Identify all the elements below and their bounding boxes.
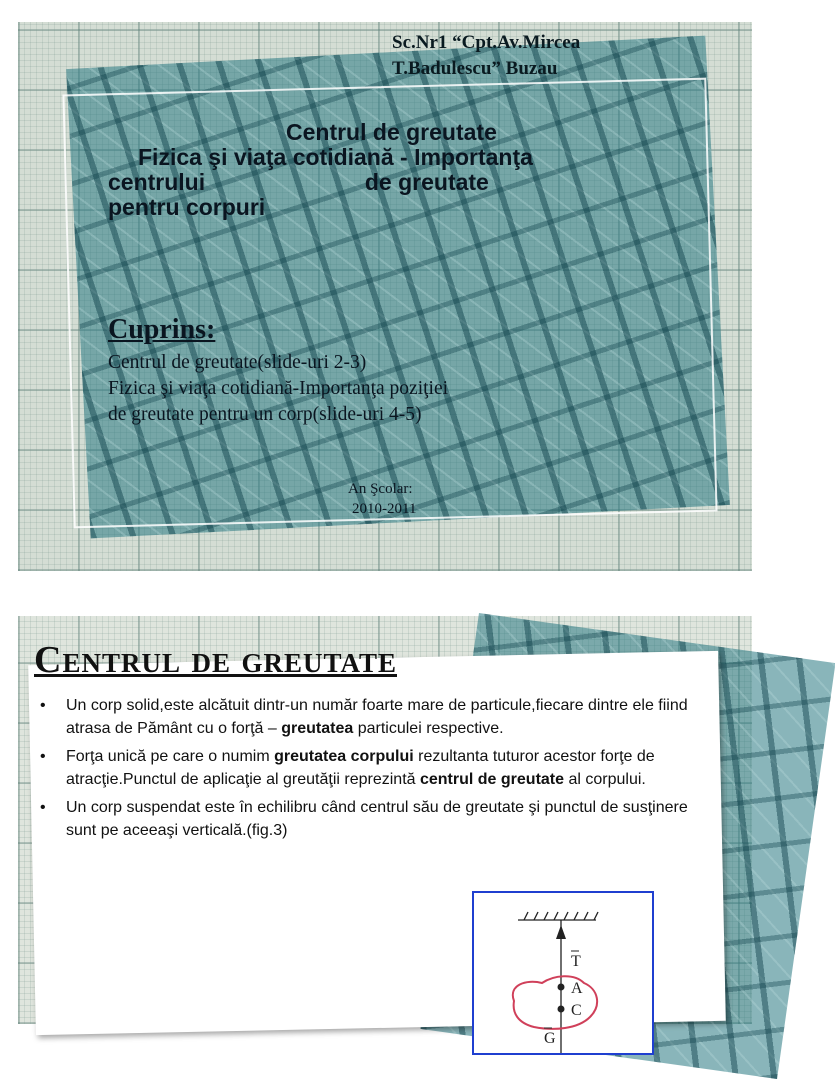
tension-arrow-icon	[556, 925, 566, 939]
title-slide	[18, 22, 752, 571]
contents-heading: Cuprins:	[108, 314, 216, 345]
bullet-icon: •	[40, 697, 46, 714]
point-c	[558, 1006, 565, 1013]
bullet-bold-text: greutatea	[281, 720, 354, 737]
bullet-text: Forţa unică pe care o numim	[66, 748, 275, 765]
suspended-body-figure	[472, 891, 654, 1055]
bullet-list	[40, 694, 700, 847]
school-year-value: 2010-2011	[352, 501, 417, 517]
bullet-text: particulei respective.	[353, 720, 504, 737]
label-c: C	[571, 1002, 582, 1019]
title-line-3: centrului de greutate	[108, 169, 489, 195]
slide-title: Centrul de greutate	[34, 639, 397, 681]
body-outline	[513, 976, 597, 1029]
contents-item: de greutate pentru un corp(slide-uri 4-5)	[108, 404, 422, 425]
school-year	[318, 479, 498, 519]
label-t: T	[571, 953, 581, 970]
bullet-bold-text: greutatea corpului	[274, 748, 414, 765]
bullet-item	[40, 745, 700, 791]
support-hatch	[518, 912, 598, 920]
point-a	[558, 984, 565, 991]
label-g: G	[544, 1030, 556, 1047]
contents-list	[108, 350, 448, 428]
bullet-item	[40, 796, 700, 842]
school-year-label: An Şcolar:	[348, 481, 413, 497]
bullet-text: Un corp solid,este alcătuit dintr-un număr foarte mare de particule,fiecare dintre ele fiind atrasa de Pământ cu o forţă –	[66, 697, 688, 737]
bullet-icon: •	[40, 748, 46, 765]
bullet-icon: •	[40, 799, 46, 816]
contents-item: Centrul de greutate(slide-uri 2-3)	[108, 352, 367, 373]
figure-drawing	[474, 893, 652, 1053]
slide-title	[108, 120, 668, 220]
bullet-bold-text: centrul de greutate	[419, 771, 565, 788]
bullet-text: rezultanta tuturor acestor forţe de atracţie.Punctul de aplicaţie al greutăţii reprezintă	[66, 748, 655, 788]
school-name-line-2: T.Badulescu” Buzau	[392, 58, 558, 79]
school-name-line-1: Sc.Nr1 “Cpt.Av.Mircea	[392, 32, 581, 53]
bullet-item	[40, 694, 700, 740]
title-line-2: Fizica şi viaţa cotidiană - Importanţa	[138, 144, 533, 170]
title-line-1: Centrul de greutate	[286, 119, 497, 145]
bullet-text: al corpului.	[564, 771, 646, 788]
title-line-4: pentru corpuri	[108, 194, 266, 220]
center-of-gravity-slide	[18, 616, 752, 1047]
school-name	[392, 30, 712, 82]
bullet-text: Un corp suspendat este în echilibru când centrul său de greutate şi punctul de susţinere sunt pe aceeaşi verticală.(fig.3)	[66, 799, 688, 839]
contents-item: Fizica şi viaţa cotidiană-Importanţa poziţiei	[108, 378, 449, 399]
label-a: A	[571, 980, 583, 997]
